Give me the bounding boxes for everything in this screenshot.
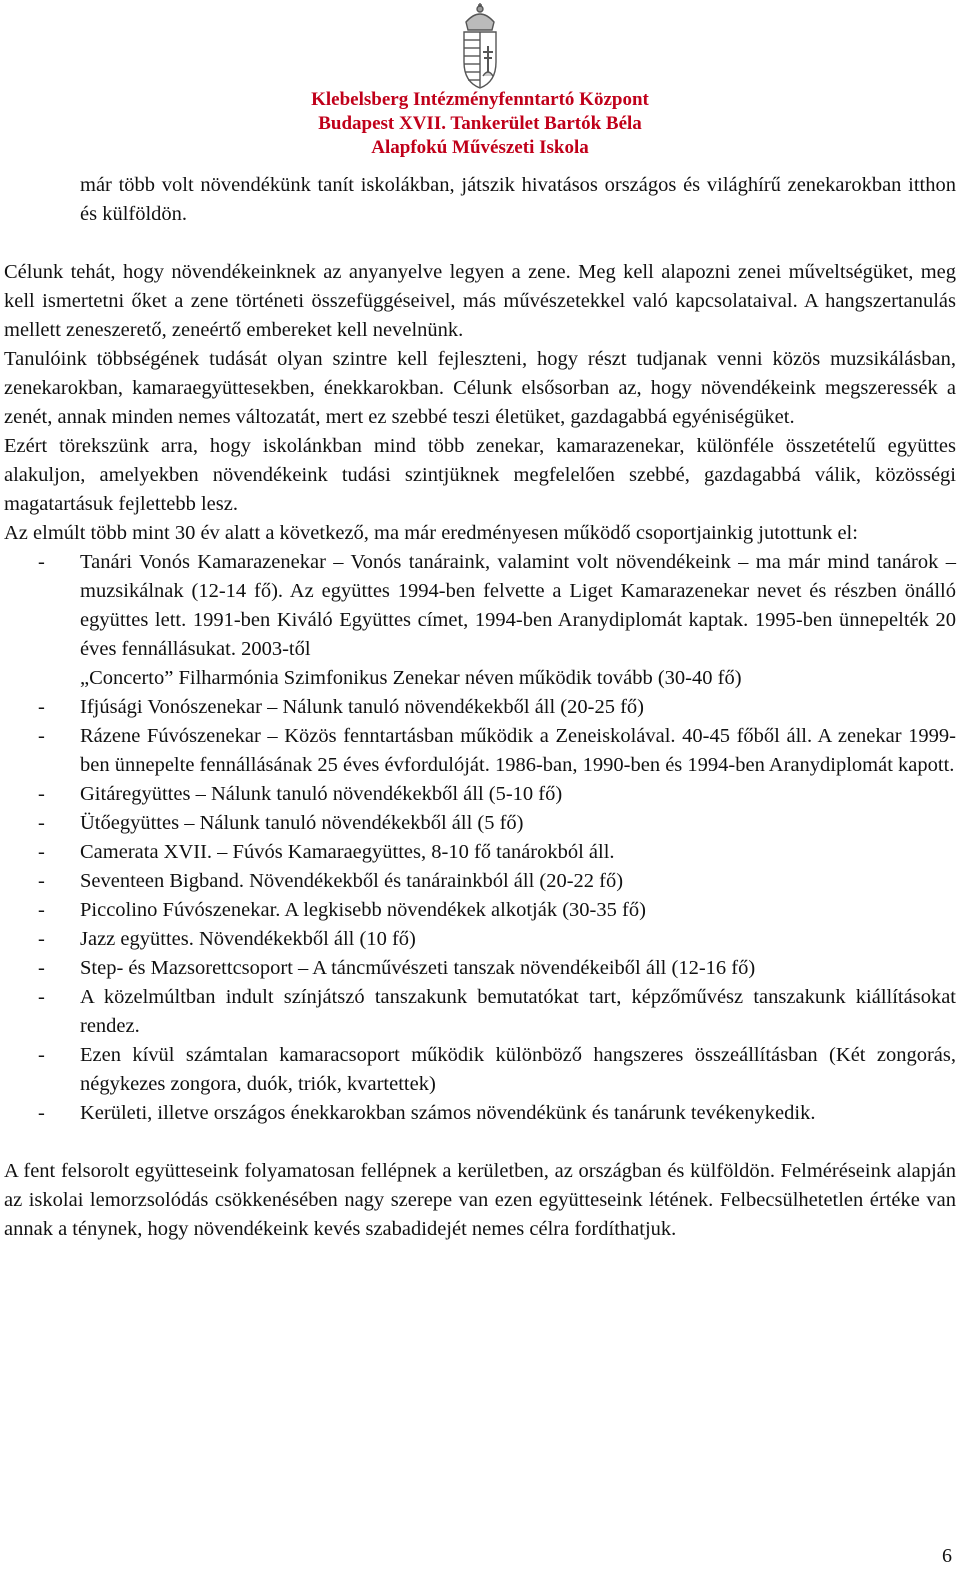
list-item-text-continuation: „Concerto” Filharmónia Szimfonikus Zenekar néven működik tovább (30-40 fő) bbox=[80, 667, 742, 689]
list-item-text: Ifjúsági Vonószenekar – Nálunk tanuló növendékekből áll (20-25 fő) bbox=[80, 696, 644, 718]
list-item bbox=[4, 722, 956, 780]
list-item-text: Jazz együttes. Növendékekből áll (10 fő) bbox=[80, 928, 416, 950]
list-item-text: Ezen kívül számtalan kamaracsoport működik különböző hangszeres összeállításban (Két zongorás, négykezes zongora, duók, triók, kvartettek) bbox=[80, 1044, 956, 1095]
list-item bbox=[4, 925, 956, 954]
list-item bbox=[4, 954, 956, 983]
org-name-line-3: Alapfokú Művészeti Iskola bbox=[371, 137, 589, 158]
list-dash: - bbox=[38, 986, 45, 1008]
goal-paragraph: Célunk tehát, hogy növendékeinknek az anyanyelve legyen a zene. Meg kell alapozni zenei műveltségüket, meg kell ismertetni őket a zene történeti összefüggéseivel, más művészetekkel való kapcsolataival. A hangszertanulás mellett zeneszerető, zeneértő embereket kell nevelnünk. bbox=[4, 261, 956, 341]
list-item bbox=[4, 867, 956, 896]
org-name-line-1: Klebelsberg Intézményfenntartó Központ bbox=[311, 89, 649, 110]
intro-paragraph: már több volt növendékünk tanít iskolákban, játszik hivatásos országos és világhírű zenekarokban itthon és külföldön. bbox=[80, 174, 956, 225]
list-item-text: Gitáregyüttes – Nálunk tanuló növendékekből áll (5-10 fő) bbox=[80, 783, 563, 805]
list-dash: - bbox=[38, 783, 45, 805]
list-item bbox=[4, 838, 956, 867]
list-item bbox=[4, 896, 956, 925]
students-paragraph: Tanulóink többségének tudását olyan szintre kell fejleszteni, hogy részt tudjanak venni közös muzsikálásban, zenekarokban, kamaraegyüttesekben, énekkarokban. Célunk elsősorban az, hogy növendékeink megszeressék a zenét, annak minden nemes változatát, mert ez szebbé teszi életüket, gazdagabbá egyéniségüket. bbox=[4, 348, 956, 428]
list-item bbox=[4, 809, 956, 838]
list-dash: - bbox=[38, 957, 45, 979]
groups-intro-paragraph: Az elmúlt több mint 30 év alatt a következő, ma már eredményesen működő csoportjainkig jutottunk el: bbox=[4, 522, 858, 544]
list-dash: - bbox=[38, 928, 45, 950]
letterhead bbox=[0, 0, 960, 160]
list-dash: - bbox=[38, 1102, 45, 1124]
list-item-text: Seventeen Bigband. Növendékekből és tanárainkból áll (20-22 fő) bbox=[80, 870, 624, 892]
list-item bbox=[4, 693, 956, 722]
list-dash: - bbox=[38, 899, 45, 921]
closing-paragraph: A fent felsorolt együtteseink folyamatosan fellépnek a kerületben, az országban és külföldön. Felméréseink alapján az iskolai lemorzsolódás csökkenésében nagy szerepe van ezen együtteseink létének. Felbecsülhetetlen értéke van annak a ténynek, hogy növendékeink kevés szabadidejét nemes célra fordíthatjuk. bbox=[4, 1160, 956, 1240]
list-item-text: A közelmúltban indult színjátszó tanszakunk bemutatókat tart, képzőművész tanszakunk kiállításokat rendez. bbox=[80, 986, 956, 1037]
page-number: 6 bbox=[942, 1545, 952, 1567]
list-item-text: Ütőegyüttes – Nálunk tanuló növendékekből áll (5 fő) bbox=[80, 812, 524, 834]
list-item bbox=[4, 1041, 956, 1099]
list-dash: - bbox=[38, 725, 45, 747]
list-item-text: Rázene Fúvószenekar – Közös fenntartásban működik a Zeneiskolával. 40-45 főből áll. A zenekar 1999-ben ünnepelte fennállásának 25 éves évfordulóját. 1986-ban, 1990-ben és 1994-ben Aranydiplomát kapott. bbox=[80, 725, 956, 776]
list-dash: - bbox=[38, 870, 45, 892]
list-item-text: Camerata XVII. – Fúvós Kamaraegyüttes, 8-10 fő tanárokból áll. bbox=[80, 841, 615, 863]
document-body bbox=[4, 171, 956, 1244]
list-item-text: Step- és Mazsorettcsoport – A táncművészeti tanszak növendékeiből áll (12-16 fő) bbox=[80, 957, 756, 979]
groups-list bbox=[4, 548, 956, 1128]
list-dash: - bbox=[38, 551, 45, 573]
list-dash: - bbox=[38, 812, 45, 834]
list-dash: - bbox=[38, 841, 45, 863]
list-item-text: Kerületi, illetve országos énekkarokban számos növendékünk és tanárunk tevékenykedik. bbox=[80, 1102, 816, 1124]
list-item bbox=[4, 548, 956, 693]
coat-of-arms-icon bbox=[450, 2, 510, 90]
list-item-text: Tanári Vonós Kamarazenekar – Vonós tanáraink, valamint volt növendékeink – ma már mind tanárok – muzsikálnak (12-14 fő). Az együttes 1994-ben felvette a Liget Kamarazenekar nevet és részben önálló együttes lett. 1991-ben Kiváló Együttes címet, 1994-ben Aranydiplomát kaptak. 1995-ben ünnepelték 20 éves fennállásukat. 2003-től bbox=[80, 551, 956, 660]
list-item bbox=[4, 983, 956, 1041]
list-dash: - bbox=[38, 696, 45, 718]
list-item bbox=[4, 1099, 956, 1128]
list-item-text: Piccolino Fúvószenekar. A legkisebb növendékek alkotják (30-35 fő) bbox=[80, 899, 646, 921]
list-item bbox=[4, 780, 956, 809]
org-name-line-2: Budapest XVII. Tankerület Bartók Béla bbox=[318, 113, 642, 134]
ensembles-paragraph: Ezért törekszünk arra, hogy iskolánkban mind több zenekar, kamarazenekar, különféle összetételű együttes alakuljon, amelyekben növendékeink tudási szintjüknek megfelelően szebbé, gazdagabbá válik, közösségi magatartásuk fejlettebb lesz. bbox=[4, 435, 956, 515]
list-dash: - bbox=[38, 1044, 45, 1066]
